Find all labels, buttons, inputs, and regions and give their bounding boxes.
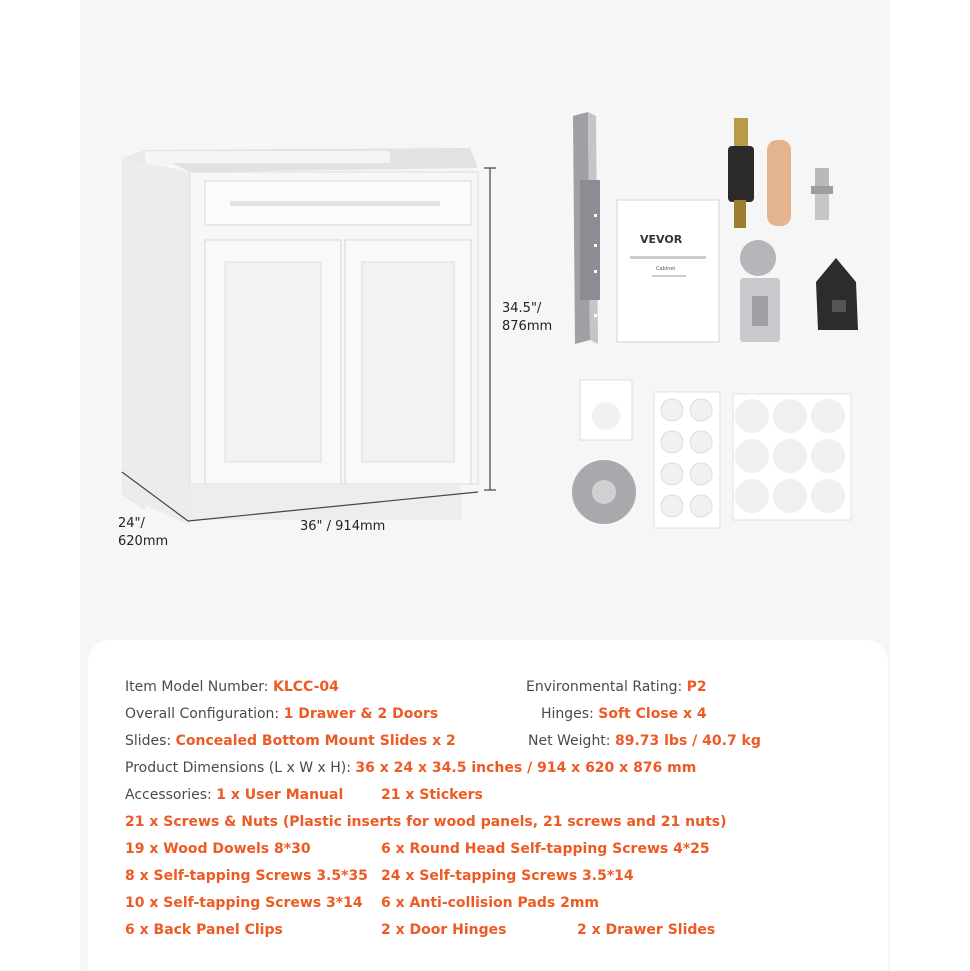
cover-stickers-image (733, 394, 851, 520)
accessory-item: 2 x Drawer Slides (577, 922, 716, 938)
height-dimension-label: 34.5"/ 876mm (502, 301, 553, 334)
cam-bolt-image (728, 118, 754, 228)
drawer-slide-image (573, 112, 600, 344)
spec-accessories: Accessories: 1 x User Manual (125, 787, 344, 803)
accessory-item: 6 x Anti-collision Pads 2mm (381, 895, 600, 911)
spec-slides: Slides: Concealed Bottom Mount Slides x 2 (125, 733, 456, 749)
spec-product-dimensions: Product Dimensions (L x W x H): 36 x 24 x 34.5 inches / 914 x 620 x 876 mm (125, 760, 697, 776)
spec-hinges: Hinges: Soft Close x 4 (541, 706, 707, 722)
manual-brand: VEVOR (640, 233, 683, 246)
spec-configuration: Overall Configuration: 1 Drawer & 2 Doors (125, 706, 439, 722)
accessory-item: 6 x Back Panel Clips (125, 922, 283, 938)
door-hinge-image (740, 240, 780, 342)
spec-model: Item Model Number: KLCC-04 (125, 679, 339, 695)
manual-title: Cabinet (656, 266, 676, 272)
width-dimension-label: 36" / 914mm (300, 519, 386, 534)
accessory-item: 19 x Wood Dowels 8*30 (125, 841, 311, 857)
anti-collision-pads-image (654, 392, 720, 528)
wood-dowel-image (767, 140, 791, 226)
accessory-item: 24 x Self-tapping Screws 3.5*14 (381, 868, 634, 884)
alignment-tool-image (572, 460, 636, 524)
accessory-item: 2 x Door Hinges (381, 922, 507, 938)
connector-nut-image (811, 168, 833, 220)
depth-dimension-label: 24"/ 620mm (118, 516, 169, 549)
spec-net-weight: Net Weight: 89.73 lbs / 40.7 kg (528, 733, 761, 749)
accessory-item: 6 x Round Head Self-tapping Screws 4*25 (381, 841, 710, 857)
accessory-item: 8 x Self-tapping Screws 3.5*35 (125, 868, 368, 884)
user-manual-image (617, 200, 719, 342)
stickers-image (580, 380, 632, 440)
cabinet-image (122, 148, 478, 525)
back-panel-clip-image (816, 258, 858, 330)
accessory-item: 21 x Stickers (381, 787, 483, 803)
spec-environmental-rating: Environmental Rating: P2 (526, 679, 707, 695)
accessory-item: 21 x Screws & Nuts (Plastic inserts for wood panels, 21 screws and 21 nuts) (125, 814, 727, 830)
accessory-item: 10 x Self-tapping Screws 3*14 (125, 895, 363, 911)
